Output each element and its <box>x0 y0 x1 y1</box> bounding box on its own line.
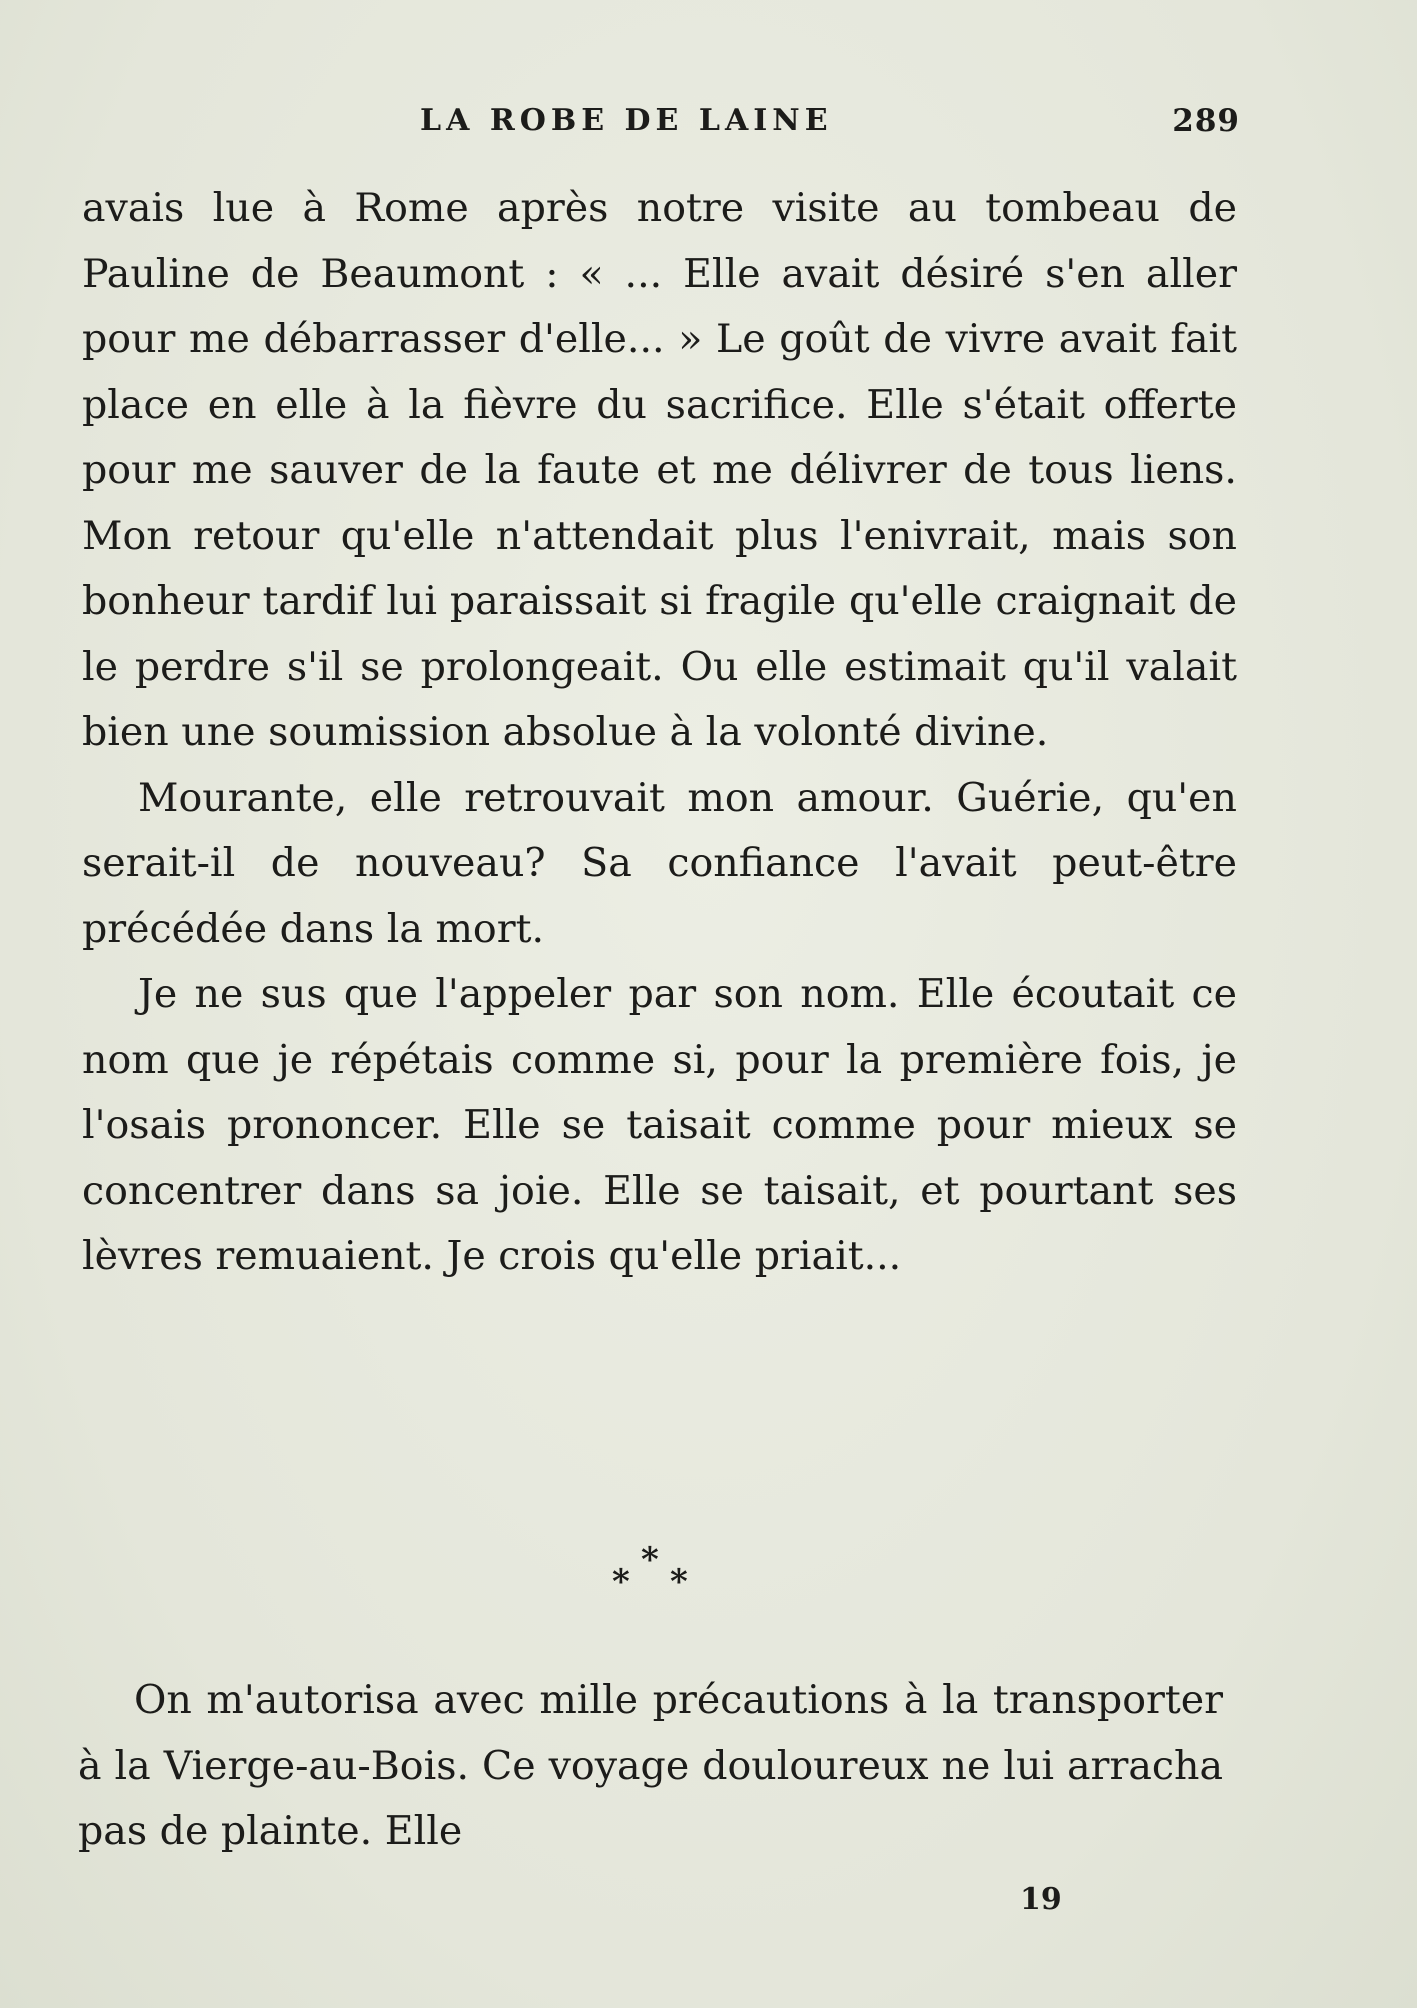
asterism-star-top: * <box>641 1540 659 1580</box>
page-number: 289 <box>1172 103 1240 139</box>
paragraph-4 <box>78 1668 1223 1865</box>
paragraph-4-text: On m'autorisa avec mille précautions à la transporter à la Vierge-au-Bois. Ce voyage douloureux ne lui arracha pas de plainte. Elle <box>78 1677 1223 1854</box>
running-title: LA ROBE DE LAINE <box>420 103 833 138</box>
running-head <box>80 103 1240 151</box>
paragraph-3: Je ne sus que l'appeler par son nom. Elle écoutait ce nom que je répétais comme si, pour la première fois, je l'osais prononcer. Elle se taisait comme pour mieux se concentrer dans sa joie. Elle se taisait, et pourtant ses lèvres remuaient. Je crois qu'elle priait... <box>82 971 1237 1279</box>
paragraph-1: avais lue à Rome après notre visite au tombeau de Pauline de Beaumont : « ... Elle avait désiré s'en aller pour me débarrasser d'elle... » Le goût de vivre avait fait place en elle à la fièvre du sacrifice. Elle s'était offerte pour me sauver de la faute et me délivrer de tous liens. Mon retour qu'elle n'attendait plus l'enivrait, mais son bonheur tardif lui paraissait si fragile qu'elle craignait de le perdre s'il se prolongeait. Ou elle estimait qu'il valait bien une soumission absolue à la volonté divine. <box>82 185 1237 755</box>
section-asterism <box>0 1540 1417 1610</box>
signature-mark: 19 <box>1020 1882 1062 1917</box>
paragraph-2: Mourante, elle retrouvait mon amour. Guérie, qu'en serait-il de nouveau? Sa confiance l'avait peut-être précédée dans la mort. <box>82 774 1237 952</box>
asterism-star-right: * <box>670 1562 688 1602</box>
asterism-star-left: * <box>612 1562 630 1602</box>
body-text <box>82 176 1237 1290</box>
